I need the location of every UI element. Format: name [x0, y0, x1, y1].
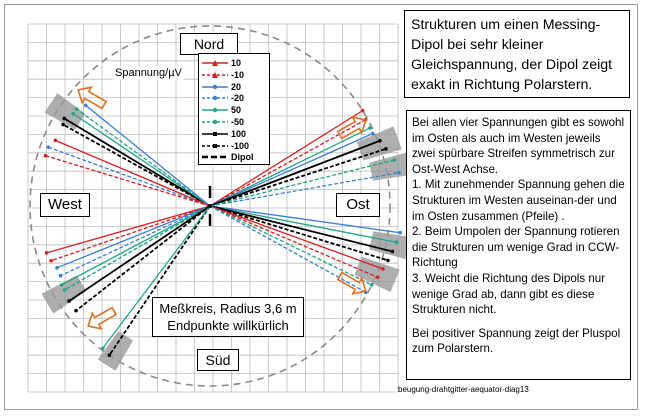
ray-endpoint: [398, 231, 402, 235]
legend-entry: [199, 93, 269, 103]
legend-label: -50: [231, 117, 245, 127]
legend-swatch: [201, 58, 229, 68]
ray-endpoint: [384, 147, 388, 151]
legend-label: -10: [231, 69, 245, 80]
ray-endpoint: [395, 240, 399, 244]
ray-endpoint: [84, 104, 88, 108]
legend-entry: [199, 58, 269, 68]
info-box: [406, 110, 631, 380]
east-label: Ost: [336, 193, 380, 217]
ray-endpoint: [45, 251, 49, 255]
legend-title: Spannung/µV: [115, 67, 182, 79]
ray-endpoint: [63, 288, 67, 292]
ray-endpoint: [62, 117, 66, 121]
west-label: West: [40, 193, 90, 217]
legend-marker: [213, 120, 217, 124]
ray-endpoint: [397, 171, 401, 175]
radius-note: [152, 297, 304, 337]
ray-endpoint: [47, 145, 51, 149]
title-line1: Strukturen um einen Messing-: [411, 17, 601, 33]
north-label: Nord: [180, 33, 238, 55]
ray-endpoint: [393, 158, 397, 162]
legend-label: 50: [231, 105, 242, 116]
legend-swatch: [201, 152, 229, 162]
ray: [62, 206, 210, 285]
ray: [69, 206, 210, 301]
ray-endpoint: [376, 275, 380, 279]
title-line3: Gleichspannung, der Dipol zeigt: [411, 57, 613, 73]
footer-caption: beugung-drahtgitter-aequator-diag13: [398, 385, 529, 394]
south-label: Süd: [197, 349, 239, 371]
ray-endpoint: [361, 109, 365, 113]
center-point: [208, 204, 212, 208]
ray-endpoint: [386, 259, 390, 263]
legend-marker: [213, 132, 217, 136]
ray-endpoint: [368, 126, 372, 130]
legend-marker: [213, 96, 217, 100]
ray-endpoint: [74, 309, 78, 313]
legend-label: 100: [231, 128, 247, 139]
ray: [73, 114, 210, 206]
legend-label: -100: [231, 140, 250, 151]
legend-swatch: [201, 93, 229, 103]
legend-swatch: [201, 141, 229, 151]
legend-entry: [199, 141, 269, 151]
ray-endpoint: [54, 139, 58, 143]
ray-endpoint: [108, 353, 112, 357]
legend-label: -20: [231, 93, 245, 104]
legend: [198, 53, 270, 165]
legend-swatch: [201, 82, 229, 92]
ray-endpoint: [61, 123, 65, 127]
legend-entry: [199, 117, 269, 127]
title-box: [404, 10, 630, 98]
legend-entry: [199, 70, 269, 80]
ray-endpoint: [391, 250, 395, 254]
ray-endpoint: [59, 274, 63, 278]
ray-endpoint: [371, 132, 375, 136]
ray: [65, 206, 210, 290]
ray-endpoint: [55, 266, 59, 270]
info-paragraph-5: Bei positiver Spannung zeigt der Pluspol zum Polarstern.: [412, 326, 621, 356]
title-line2: Dipol bei sehr kleiner: [411, 37, 544, 53]
ray-endpoint: [49, 259, 53, 263]
ray-endpoint: [75, 107, 79, 111]
legend-entry: [199, 82, 269, 92]
legend-label: 20: [231, 81, 242, 92]
ray-endpoint: [44, 154, 48, 158]
info-paragraph-3: 2. Beim Umpolen der Spannung rotieren die Strukturen um wenige Grad in CCW-Richtung: [412, 225, 620, 270]
info-paragraph-1: Bei allen vier Spannungen gibt es sowohl im Osten als auch im Westen jeweils zwei spürbare Streifen symmetrisch zur Ost-West Achse.: [412, 116, 625, 176]
title-line4: exakt in Richtung Polarstern.: [411, 77, 593, 93]
ray-endpoint: [71, 112, 75, 116]
info-paragraph-4: 3. Weicht die Richtung des Dipols nur wenige Grad ab, dann gibt es diese Strukturen nicht.: [412, 271, 606, 317]
legend-marker: [213, 84, 217, 88]
legend-swatch: [201, 117, 229, 127]
legend-swatch: [201, 105, 229, 115]
ray-endpoint: [67, 299, 71, 303]
legend-entry: [199, 129, 269, 139]
legend-entry: [199, 152, 269, 162]
radius-note-line1: Meßkreis, Radius 3,6 m: [159, 301, 297, 316]
ray: [86, 105, 210, 206]
ray-endpoint: [378, 139, 382, 143]
ray-endpoint: [370, 283, 374, 287]
legend-swatch: [201, 70, 229, 80]
info-paragraph-2: 1. Mit zunehmender Spannung gehen die Strukturen im Westen auseinan-der und im Osten zusammen (Pfeile) .: [412, 178, 625, 223]
legend-label: Dipol: [231, 152, 254, 163]
legend-marker: [213, 144, 217, 148]
ray-endpoint: [101, 346, 105, 350]
ray-endpoint: [60, 283, 64, 287]
legend-swatch: [201, 129, 229, 139]
ray-endpoint: [381, 267, 385, 271]
radius-note-line2: Endpunkte willkürlich: [167, 318, 289, 333]
legend-label: 10: [231, 58, 242, 68]
legend-marker: [213, 108, 217, 112]
legend-entry: [199, 105, 269, 115]
